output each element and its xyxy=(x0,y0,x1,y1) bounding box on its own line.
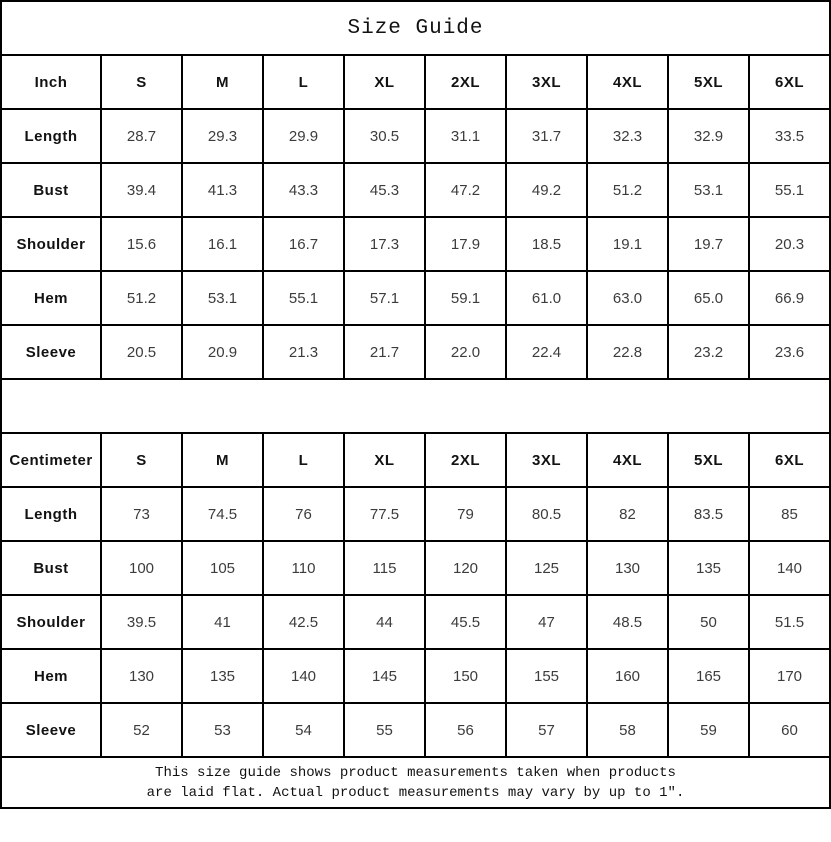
row-label-cell: Bust xyxy=(1,541,101,595)
size-header-cell: 3XL xyxy=(506,433,587,487)
row-label-cell: Length xyxy=(1,487,101,541)
value-cell: 53.1 xyxy=(182,271,263,325)
size-header-cell: 5XL xyxy=(668,55,749,109)
value-cell: 22.0 xyxy=(425,325,506,379)
value-cell: 47 xyxy=(506,595,587,649)
row-label-cell: Length xyxy=(1,109,101,163)
value-cell: 76 xyxy=(263,487,344,541)
size-header-cell: L xyxy=(263,55,344,109)
value-cell: 39.5 xyxy=(101,595,182,649)
value-cell: 59 xyxy=(668,703,749,757)
value-cell: 42.5 xyxy=(263,595,344,649)
value-cell: 57.1 xyxy=(344,271,425,325)
value-cell: 19.7 xyxy=(668,217,749,271)
value-cell: 21.3 xyxy=(263,325,344,379)
footnote-section xyxy=(1,757,830,808)
value-cell: 51.2 xyxy=(101,271,182,325)
value-cell: 150 xyxy=(425,649,506,703)
value-cell: 20.3 xyxy=(749,217,830,271)
value-cell: 23.2 xyxy=(668,325,749,379)
value-cell: 160 xyxy=(587,649,668,703)
size-header-cell: 4XL xyxy=(587,433,668,487)
value-cell: 32.3 xyxy=(587,109,668,163)
measurement-row-sleeve xyxy=(1,325,830,379)
size-tables-body xyxy=(1,55,830,757)
value-cell: 115 xyxy=(344,541,425,595)
value-cell: 51.5 xyxy=(749,595,830,649)
row-label-cell: Hem xyxy=(1,649,101,703)
row-label-cell: Hem xyxy=(1,271,101,325)
value-cell: 55.1 xyxy=(749,163,830,217)
measurement-row-sleeve xyxy=(1,703,830,757)
value-cell: 58 xyxy=(587,703,668,757)
size-header-cell: 2XL xyxy=(425,433,506,487)
size-header-cell: 6XL xyxy=(749,433,830,487)
value-cell: 73 xyxy=(101,487,182,541)
table-gap-cell xyxy=(1,379,830,433)
value-cell: 22.4 xyxy=(506,325,587,379)
value-cell: 135 xyxy=(668,541,749,595)
value-cell: 29.3 xyxy=(182,109,263,163)
value-cell: 47.2 xyxy=(425,163,506,217)
size-header-cell: L xyxy=(263,433,344,487)
value-cell: 16.1 xyxy=(182,217,263,271)
value-cell: 54 xyxy=(263,703,344,757)
size-header-cell: M xyxy=(182,55,263,109)
size-header-cell: M xyxy=(182,433,263,487)
row-label-cell: Bust xyxy=(1,163,101,217)
value-cell: 33.5 xyxy=(749,109,830,163)
value-cell: 51.2 xyxy=(587,163,668,217)
value-cell: 60 xyxy=(749,703,830,757)
value-cell: 31.7 xyxy=(506,109,587,163)
value-cell: 165 xyxy=(668,649,749,703)
table-gap-row xyxy=(1,379,830,433)
value-cell: 41.3 xyxy=(182,163,263,217)
page-title: Size Guide xyxy=(1,1,830,55)
value-cell: 140 xyxy=(263,649,344,703)
size-header-row-inch xyxy=(1,55,830,109)
value-cell: 43.3 xyxy=(263,163,344,217)
row-label-cell: Shoulder xyxy=(1,595,101,649)
value-cell: 53.1 xyxy=(668,163,749,217)
value-cell: 120 xyxy=(425,541,506,595)
value-cell: 18.5 xyxy=(506,217,587,271)
value-cell: 105 xyxy=(182,541,263,595)
value-cell: 55.1 xyxy=(263,271,344,325)
measurement-row-length xyxy=(1,487,830,541)
value-cell: 140 xyxy=(749,541,830,595)
value-cell: 63.0 xyxy=(587,271,668,325)
value-cell: 83.5 xyxy=(668,487,749,541)
footnote-line-2: are laid flat. Actual product measurements may vary by up to 1″. xyxy=(146,784,685,801)
value-cell: 130 xyxy=(587,541,668,595)
value-cell: 28.7 xyxy=(101,109,182,163)
value-cell: 39.4 xyxy=(101,163,182,217)
value-cell: 21.7 xyxy=(344,325,425,379)
measurement-row-hem xyxy=(1,271,830,325)
footnote-line-1: This size guide shows product measurements taken when products xyxy=(155,764,676,781)
value-cell: 66.9 xyxy=(749,271,830,325)
size-header-cell: 6XL xyxy=(749,55,830,109)
size-header-cell: S xyxy=(101,433,182,487)
value-cell: 48.5 xyxy=(587,595,668,649)
size-header-cell: 4XL xyxy=(587,55,668,109)
value-cell: 41 xyxy=(182,595,263,649)
size-header-row-centimeter xyxy=(1,433,830,487)
measurement-row-length xyxy=(1,109,830,163)
size-header-cell: 2XL xyxy=(425,55,506,109)
measurement-row-hem xyxy=(1,649,830,703)
value-cell: 125 xyxy=(506,541,587,595)
value-cell: 61.0 xyxy=(506,271,587,325)
value-cell: 45.5 xyxy=(425,595,506,649)
value-cell: 20.5 xyxy=(101,325,182,379)
value-cell: 155 xyxy=(506,649,587,703)
value-cell: 23.6 xyxy=(749,325,830,379)
measurement-row-shoulder xyxy=(1,595,830,649)
title-row xyxy=(1,1,830,55)
value-cell: 145 xyxy=(344,649,425,703)
measurement-row-bust xyxy=(1,541,830,595)
value-cell: 15.6 xyxy=(101,217,182,271)
value-cell: 30.5 xyxy=(344,109,425,163)
value-cell: 50 xyxy=(668,595,749,649)
value-cell: 17.9 xyxy=(425,217,506,271)
size-header-cell: XL xyxy=(344,55,425,109)
value-cell: 110 xyxy=(263,541,344,595)
measurement-row-shoulder xyxy=(1,217,830,271)
size-header-cell: XL xyxy=(344,433,425,487)
value-cell: 19.1 xyxy=(587,217,668,271)
value-cell: 17.3 xyxy=(344,217,425,271)
value-cell: 85 xyxy=(749,487,830,541)
value-cell: 80.5 xyxy=(506,487,587,541)
value-cell: 170 xyxy=(749,649,830,703)
unit-header-cell-inch: Inch xyxy=(1,55,101,109)
value-cell: 16.7 xyxy=(263,217,344,271)
value-cell: 53 xyxy=(182,703,263,757)
value-cell: 130 xyxy=(101,649,182,703)
footnote-cell xyxy=(1,757,830,808)
value-cell: 55 xyxy=(344,703,425,757)
value-cell: 135 xyxy=(182,649,263,703)
value-cell: 49.2 xyxy=(506,163,587,217)
value-cell: 56 xyxy=(425,703,506,757)
value-cell: 79 xyxy=(425,487,506,541)
value-cell: 52 xyxy=(101,703,182,757)
size-header-cell: 5XL xyxy=(668,433,749,487)
title-section xyxy=(1,1,830,55)
size-header-cell: S xyxy=(101,55,182,109)
value-cell: 22.8 xyxy=(587,325,668,379)
value-cell: 32.9 xyxy=(668,109,749,163)
value-cell: 82 xyxy=(587,487,668,541)
value-cell: 44 xyxy=(344,595,425,649)
value-cell: 31.1 xyxy=(425,109,506,163)
footnote-row xyxy=(1,757,830,808)
value-cell: 100 xyxy=(101,541,182,595)
row-label-cell: Sleeve xyxy=(1,703,101,757)
value-cell: 57 xyxy=(506,703,587,757)
value-cell: 74.5 xyxy=(182,487,263,541)
size-header-cell: 3XL xyxy=(506,55,587,109)
value-cell: 59.1 xyxy=(425,271,506,325)
value-cell: 29.9 xyxy=(263,109,344,163)
unit-header-cell-centimeter: Centimeter xyxy=(1,433,101,487)
value-cell: 20.9 xyxy=(182,325,263,379)
value-cell: 45.3 xyxy=(344,163,425,217)
value-cell: 77.5 xyxy=(344,487,425,541)
value-cell: 65.0 xyxy=(668,271,749,325)
row-label-cell: Sleeve xyxy=(1,325,101,379)
measurement-row-bust xyxy=(1,163,830,217)
row-label-cell: Shoulder xyxy=(1,217,101,271)
